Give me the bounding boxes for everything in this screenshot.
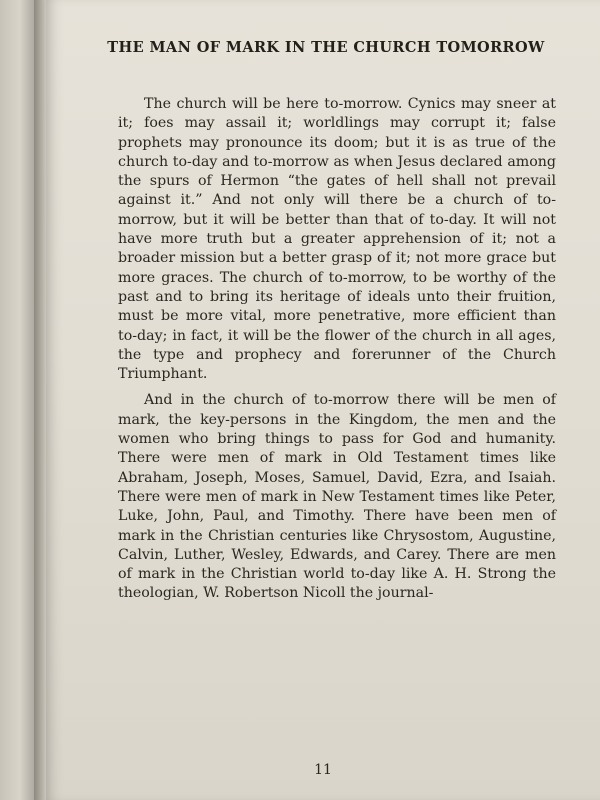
paragraph-1: The church will be here to-morrow. Cynics may sneer at it; foes may assail it; worldlings may corrupt it; false prophets may pronounce its doom; but it is as true of the church to-day and to-morrow as when Jesus declared among the spurs of Hermon “the gates of hell shall not prevail against it.” And not only will there be a church of to-morrow, but it will be better than that of to-day. It will not have more truth but a greater apprehension of it; not a broader mission but a better grasp of it; not more grace but more graces. The church of to-morrow, to be worthy of the past and to bring its heritage of ideals unto their fruition, must be more vital, more penetrative, more efficient than to-day; in fact, it will be the flower of the church in all ages, the type and prophecy and forerunner of the Church Triumphant. [118, 96, 556, 383]
facing-page-edge [0, 0, 36, 800]
book-page [46, 0, 600, 800]
chapter-body [118, 95, 556, 604]
paragraph-2: And in the church of to-morrow there will be men of mark, the key-persons in the Kingdom, the men and the women who bring things to pass for God and humanity. There were men of mark in Old Testament times like Abraham, Joseph, Moses, Samuel, David, Ezra, and Isaiah. There were men of mark in New Testament times like Peter, Luke, John, Paul, and Timothy. There have been men of mark in the Christian centuries like Chrysostom, Augustine, Calvin, Luther, Wesley, Edwards, and Carey. There are men of mark in the Christian world to-day like A. H. Strong the theologian, W. Robertson Nicoll the journal- [118, 392, 556, 602]
page-number: 11 [314, 762, 332, 778]
chapter-title: THE MAN OF MARK IN THE CHURCH TOMORROW [107, 39, 545, 56]
